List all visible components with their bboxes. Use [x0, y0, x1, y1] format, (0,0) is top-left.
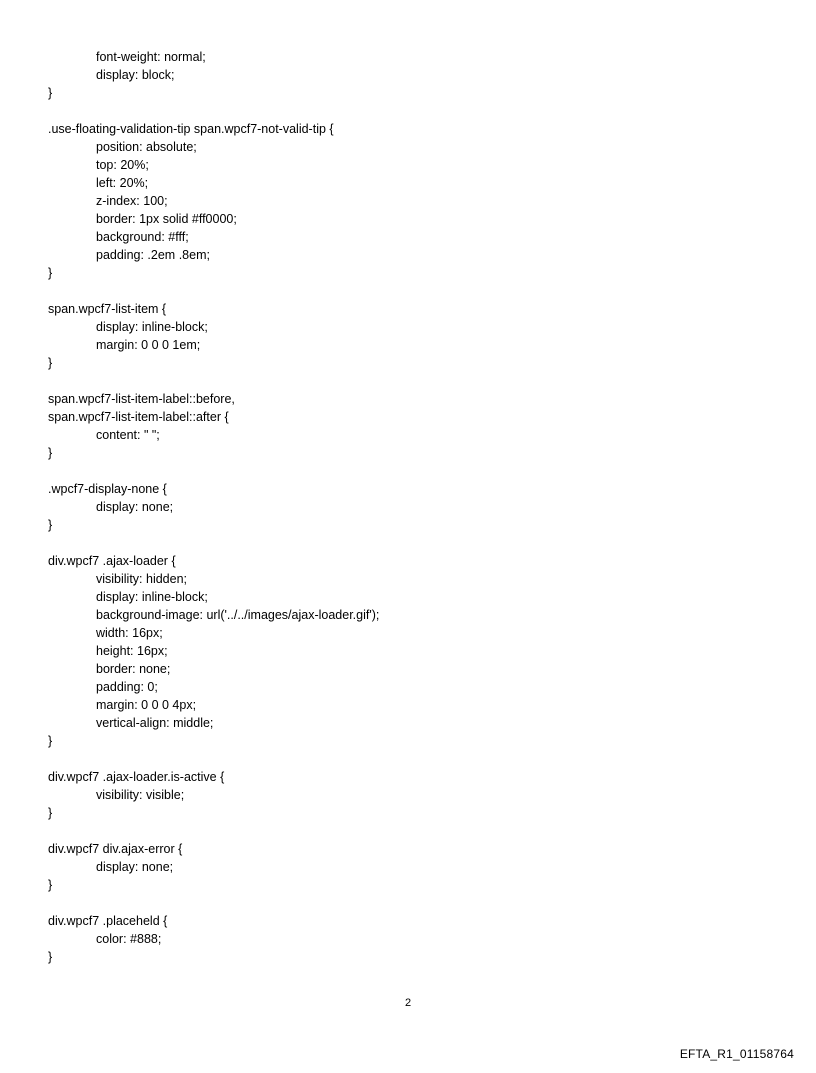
document-id-stamp: EFTA_R1_01158764: [679, 1047, 794, 1061]
code-line: display: none;: [96, 500, 174, 514]
css-code-listing: [48, 48, 768, 966]
code-line: }: [48, 518, 53, 532]
code-line: z-index: 100;: [96, 194, 168, 208]
code-line: content: " ";: [96, 428, 160, 442]
code-line: }: [48, 356, 53, 370]
code-line: div.wpcf7 .placeheld {: [48, 914, 168, 928]
code-line: display: inline-block;: [96, 590, 208, 604]
code-line: background-image: url('../../images/ajax-loader.gif');: [96, 608, 380, 622]
code-line: color: #888;: [96, 932, 162, 946]
code-line: [48, 750, 768, 768]
code-line: position: absolute;: [96, 140, 197, 154]
code-line: border: 1px solid #ff0000;: [96, 212, 237, 226]
code-line: }: [48, 266, 53, 280]
code-line: div.wpcf7 .ajax-loader {: [48, 554, 176, 568]
code-line: }: [48, 878, 53, 892]
code-line: span.wpcf7-list-item-label::before,: [48, 392, 235, 406]
code-line: background: #fff;: [96, 230, 189, 244]
code-line: }: [48, 950, 53, 964]
code-line: div.wpcf7 div.ajax-error {: [48, 842, 183, 856]
code-line: display: none;: [96, 860, 174, 874]
code-line: .use-floating-validation-tip span.wpcf7-not-valid-tip {: [48, 122, 334, 136]
code-line: [48, 462, 768, 480]
code-line: }: [48, 446, 53, 460]
code-line: visibility: visible;: [96, 788, 185, 802]
code-line: }: [48, 806, 53, 820]
code-line: padding: 0;: [96, 680, 158, 694]
code-line: display: block;: [96, 68, 175, 82]
code-line: span.wpcf7-list-item {: [48, 302, 167, 316]
code-line: border: none;: [96, 662, 171, 676]
code-line: [48, 102, 768, 120]
code-line: [48, 822, 768, 840]
code-line: height: 16px;: [96, 644, 168, 658]
code-line: vertical-align: middle;: [96, 716, 214, 730]
code-line: [48, 894, 768, 912]
code-line: [48, 282, 768, 300]
code-line: }: [48, 734, 53, 748]
code-line: div.wpcf7 .ajax-loader.is-active {: [48, 770, 225, 784]
code-line: [48, 372, 768, 390]
code-line: span.wpcf7-list-item-label::after {: [48, 410, 229, 424]
code-line: display: inline-block;: [96, 320, 208, 334]
code-line: font-weight: normal;: [96, 50, 206, 64]
code-line: visibility: hidden;: [96, 572, 188, 586]
code-line: }: [48, 86, 53, 100]
code-line: margin: 0 0 0 4px;: [96, 698, 197, 712]
code-line: top: 20%;: [96, 158, 149, 172]
code-line: left: 20%;: [96, 176, 149, 190]
code-line: padding: .2em .8em;: [96, 248, 210, 262]
page-number: 2: [404, 997, 412, 1009]
code-line: .wpcf7-display-none {: [48, 482, 167, 496]
code-line: [48, 534, 768, 552]
code-line: width: 16px;: [96, 626, 163, 640]
code-line: margin: 0 0 0 1em;: [96, 338, 201, 352]
